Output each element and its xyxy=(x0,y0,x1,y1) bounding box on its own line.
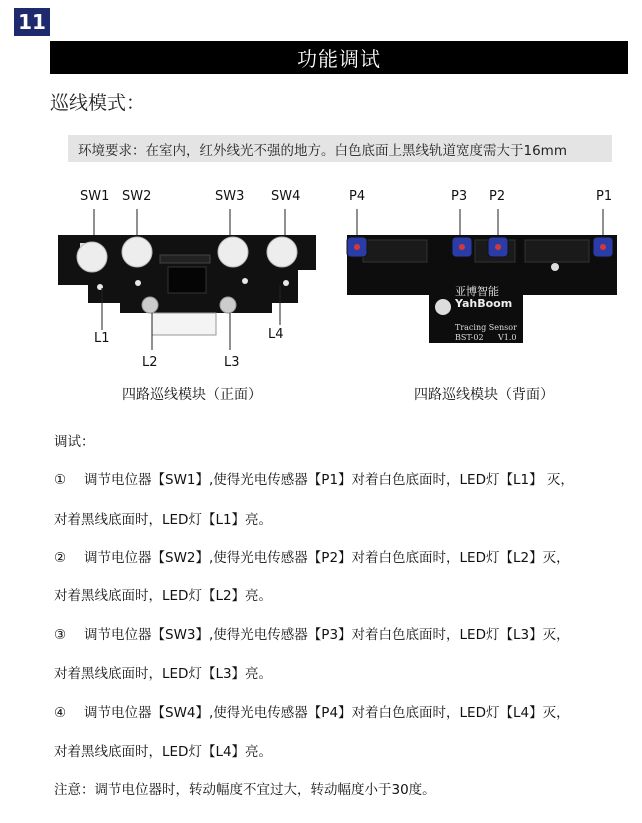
step-3-text: 调节电位器【SW3】,使得光电传感器【P3】对着白色底面时，LED灯【L3】灭， xyxy=(84,627,570,643)
label-p2: P2 xyxy=(489,189,506,204)
step-2-text: 调节电位器【SW2】,使得光电传感器【P2】对着白色底面时，LED灯【L2】灭， xyxy=(84,550,570,566)
label-p3: P3 xyxy=(451,189,468,204)
debug-heading: 调试： xyxy=(54,434,95,450)
environment-requirement: 环境要求：在室内，红外线光不强的地方。白色底面上黑线轨道宽度需大于16mm xyxy=(68,135,612,162)
step-4-line-2: 对着黑线底面时，LED灯【L4】亮。 xyxy=(54,744,273,760)
step-4-number: ④ xyxy=(54,705,67,721)
back-caption: 四路巡线模块（背面） xyxy=(414,387,554,403)
step-1-line-2: 对着黑线底面时，LED灯【L1】亮。 xyxy=(54,512,273,528)
step-2-line-2: 对着黑线底面时，LED灯【L2】亮。 xyxy=(54,588,273,604)
board-version: V1.0 xyxy=(498,333,517,342)
label-sw2: SW2 xyxy=(122,189,152,204)
step-2-number: ② xyxy=(54,550,67,566)
step-3-line-2: 对着黑线底面时，LED灯【L3】亮。 xyxy=(54,666,273,682)
board-logo-en: YahBoom xyxy=(455,297,513,310)
label-l1: L1 xyxy=(94,331,110,346)
step-1-text: 调节电位器【SW1】,使得光电传感器【P1】对着白色底面时，LED灯【L1】 灭， xyxy=(84,472,574,488)
front-module-figure xyxy=(40,185,330,380)
label-l3: L3 xyxy=(224,355,240,370)
front-board-image xyxy=(40,185,330,380)
step-1-line-1 xyxy=(54,468,574,488)
label-l4: L4 xyxy=(268,327,284,342)
front-caption: 四路巡线模块（正面） xyxy=(122,387,262,403)
label-l2: L2 xyxy=(142,355,158,370)
page-title: 功能调试 xyxy=(50,41,628,74)
step-3-line-1 xyxy=(54,623,570,643)
board-code: BST-02 xyxy=(455,333,484,342)
step-4-line-1 xyxy=(54,701,570,721)
label-p1: P1 xyxy=(596,189,613,204)
step-4-text: 调节电位器【SW4】,使得光电传感器【P4】对着白色底面时，LED灯【L4】灭， xyxy=(84,705,570,721)
label-sw4: SW4 xyxy=(271,189,301,204)
step-2-line-1 xyxy=(54,546,570,566)
step-1-number: ① xyxy=(54,472,67,488)
board-model: Tracing Sensor xyxy=(455,323,517,332)
back-module-figure xyxy=(335,185,625,380)
note: 注意：调节电位器时，转动幅度不宜过大，转动幅度小于30度。 xyxy=(54,782,436,798)
label-sw1: SW1 xyxy=(80,189,110,204)
label-sw3: SW3 xyxy=(215,189,245,204)
board-logo-cn: 亚博智能 xyxy=(455,285,499,298)
section-title: 巡线模式： xyxy=(50,92,146,114)
page-number: 11 xyxy=(14,8,50,36)
step-3-number: ③ xyxy=(54,627,67,643)
label-p4: P4 xyxy=(349,189,366,204)
